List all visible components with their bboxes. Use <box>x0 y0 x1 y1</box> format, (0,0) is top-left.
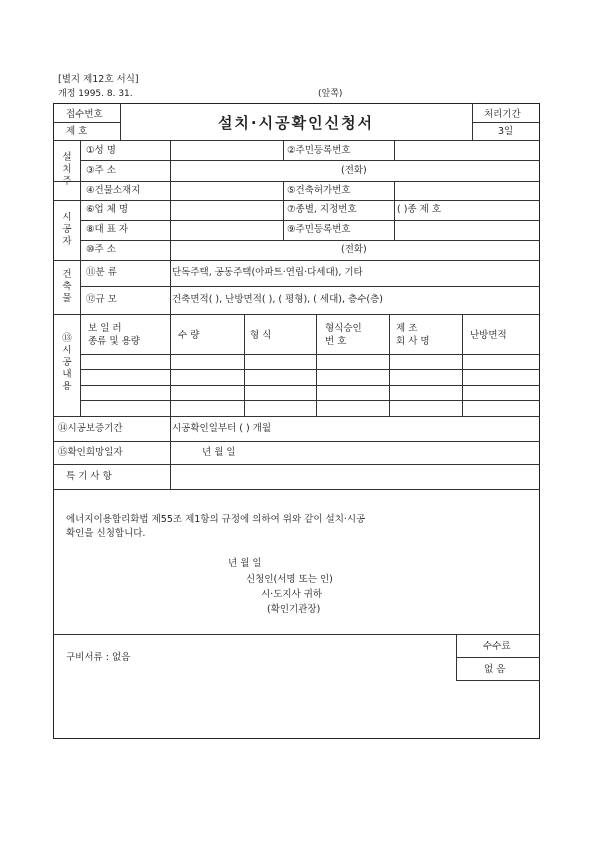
col-maker-line1: 제 조 <box>396 323 418 334</box>
remarks-field[interactable] <box>172 466 538 487</box>
building-section-label: 건 축 물 <box>62 269 72 304</box>
business-name-label: ⑥업 체 명 <box>86 204 129 215</box>
col-maker-line2: 회 사 명 <box>396 336 430 347</box>
building-category-label: ⑪분 류 <box>86 267 117 278</box>
contractor-resident-no-label: ⑨주민등록번호 <box>287 224 351 235</box>
col-model: 형 식 <box>250 330 272 341</box>
statement-line-1: 에너지이용합리화법 제55조 제1항의 규정에 의하여 위와 같이 설치·시공 <box>66 514 366 525</box>
representative-label: ⑧대 표 자 <box>86 224 129 235</box>
building-scale-label: ⑫규 모 <box>86 294 117 305</box>
col-approval-line2: 번 호 <box>325 336 347 347</box>
page-side: (앞쪽) <box>318 89 343 99</box>
fee-label: 수수료 <box>483 641 511 652</box>
form-title: 설치·시공확인신청서 <box>217 114 375 132</box>
col-heating-area: 난방면적 <box>470 330 507 341</box>
installer-address-label: ③주 소 <box>86 165 116 176</box>
contractor-address-label: ⑩주 소 <box>86 244 116 255</box>
type-registration-label: ⑦종별, 지정번호 <box>287 204 357 215</box>
installer-resident-no-label: ②주민등록번호 <box>287 145 351 156</box>
processing-period-value: 3일 <box>498 126 514 137</box>
col-quantity: 수 량 <box>178 330 200 341</box>
building-permit-label: ⑤건축허가번호 <box>287 185 351 196</box>
verification-agency: (확인기관장) <box>267 604 321 615</box>
required-documents: 구비서류 : 없음 <box>66 652 131 663</box>
desired-date-value: 년 월 일 <box>202 447 236 458</box>
form-reference: [별지 제12호 서식] <box>58 74 139 85</box>
building-scale-value: 건축면적( ), 난방면적( ), ( 평형), ( 세대), 층수(층) <box>172 294 383 305</box>
warranty-label: ⑭시공보증기간 <box>58 423 123 434</box>
installer-resident-no-field[interactable] <box>396 142 538 158</box>
warranty-value: 시공확인일부터 ( ) 개월 <box>172 423 272 434</box>
installer-section-label: 설 치 주 <box>62 152 72 187</box>
receipt-number-label: 접수번호 <box>66 109 103 120</box>
contractor-section-label: 시 공 자 <box>62 212 72 247</box>
construction-table-body[interactable] <box>81 355 539 415</box>
col-boiler-line1: 보 일 러 <box>88 323 122 334</box>
representative-field[interactable] <box>172 222 282 238</box>
receipt-number-unit: 제 호 <box>66 126 88 137</box>
col-approval-line1: 형식승인 <box>325 323 362 334</box>
remarks-label: 특 기 사 항 <box>66 471 112 482</box>
installer-name-field[interactable] <box>172 142 282 158</box>
fee-value: 없 음 <box>484 664 506 675</box>
building-location-label: ④건물소재지 <box>86 185 141 196</box>
contractor-address-field[interactable] <box>172 242 332 258</box>
building-location-field[interactable] <box>172 183 282 199</box>
business-name-field[interactable] <box>172 202 282 218</box>
building-permit-field[interactable] <box>396 183 538 199</box>
contractor-resident-no-field[interactable] <box>396 222 538 238</box>
type-registration-value: ( )종 제 호 <box>397 204 442 215</box>
contractor-phone-label: (전화) <box>341 244 367 255</box>
desired-date-label: ⑮확인희망일자 <box>58 447 123 458</box>
col-boiler-line2: 종류 및 용량 <box>88 336 140 347</box>
statement-date: 년 월 일 <box>228 558 262 569</box>
applicant-signature: 신청인(서명 또는 인) <box>246 574 333 585</box>
installer-address-field[interactable] <box>172 162 332 179</box>
statement-line-2: 확인을 신청합니다. <box>66 528 146 539</box>
installer-phone-label: (전화) <box>341 165 367 176</box>
building-category-value: 단독주택, 공동주택(아파트·연립·다세대), 기타 <box>172 267 363 278</box>
installer-name-label: ①성 명 <box>86 145 116 156</box>
processing-period-label: 처리기간 <box>484 109 521 120</box>
construction-section-label: ⑬ 시 공 내 용 <box>62 333 72 392</box>
revision-date: 개정 1995. 8. 31. <box>58 89 133 99</box>
addressee: 시·도지사 귀하 <box>261 589 323 600</box>
